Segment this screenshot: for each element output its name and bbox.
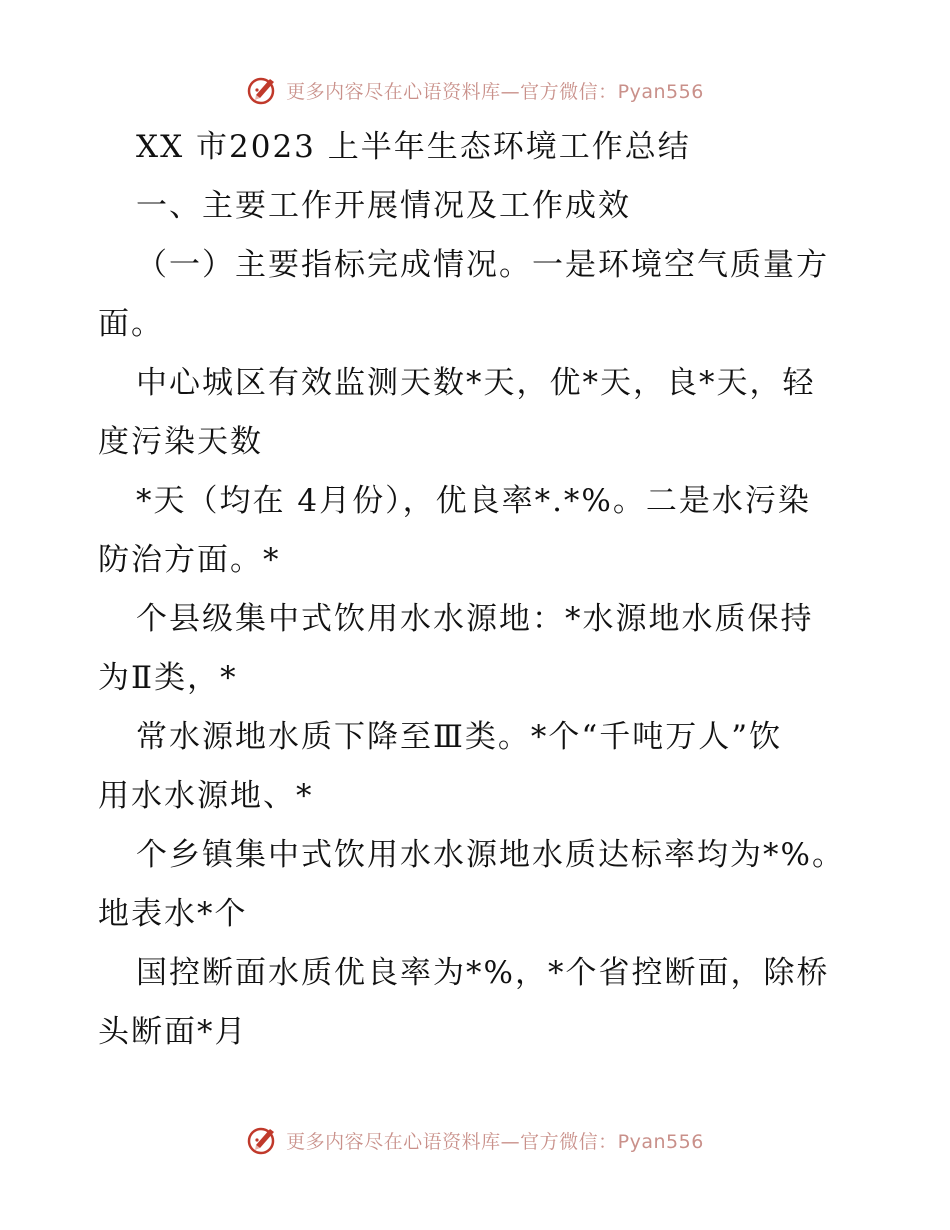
watermark-text: 更多内容尽在心语资料库—官方微信：Pyan556 [286, 80, 704, 103]
watermark-text: 更多内容尽在心语资料库—官方微信：Pyan556 [286, 1130, 704, 1153]
paragraph-line: 中心城区有效监测天数*天，优*天，良*天，轻 [136, 365, 816, 401]
wechat-pen-icon [246, 1123, 280, 1157]
paragraph-line: 个县级集中式饮用水水源地：*水源地水质保持 [136, 601, 814, 637]
paragraph-line: 面。 [98, 306, 164, 342]
paragraph-line: 为Ⅱ类，* [98, 660, 238, 696]
wechat-pen-icon [246, 73, 280, 107]
document-title: XX 市2023 上半年生态环境工作总结 [136, 129, 691, 165]
paragraph-line: 个乡镇集中式饮用水水源地水质达标率均为*%。 [136, 837, 845, 873]
watermark-footer [0, 1120, 950, 1160]
paragraph-line: 国控断面水质优良率为*%，*个省控断面，除桥 [136, 955, 830, 991]
paragraph-line: 头断面*月 [98, 1014, 248, 1050]
document-body [98, 118, 843, 1062]
paragraph-line: *天（均在 4月份），优良率*.*%。二是水污染 [136, 483, 811, 519]
paragraph-line: （一）主要指标完成情况。一是环境空气质量方 [136, 247, 829, 283]
paragraph-line: 常水源地水质下降至Ⅲ类。*个“千吨万人”饮 [136, 719, 783, 755]
section-heading: 一、主要工作开展情况及工作成效 [136, 188, 631, 224]
paragraph-line: 防治方面。* [98, 542, 281, 578]
watermark-header [0, 70, 950, 110]
paragraph-line: 度污染天数 [98, 424, 263, 460]
paragraph-line: 用水水源地、* [98, 778, 314, 814]
paragraph-line: 地表水*个 [98, 896, 248, 932]
